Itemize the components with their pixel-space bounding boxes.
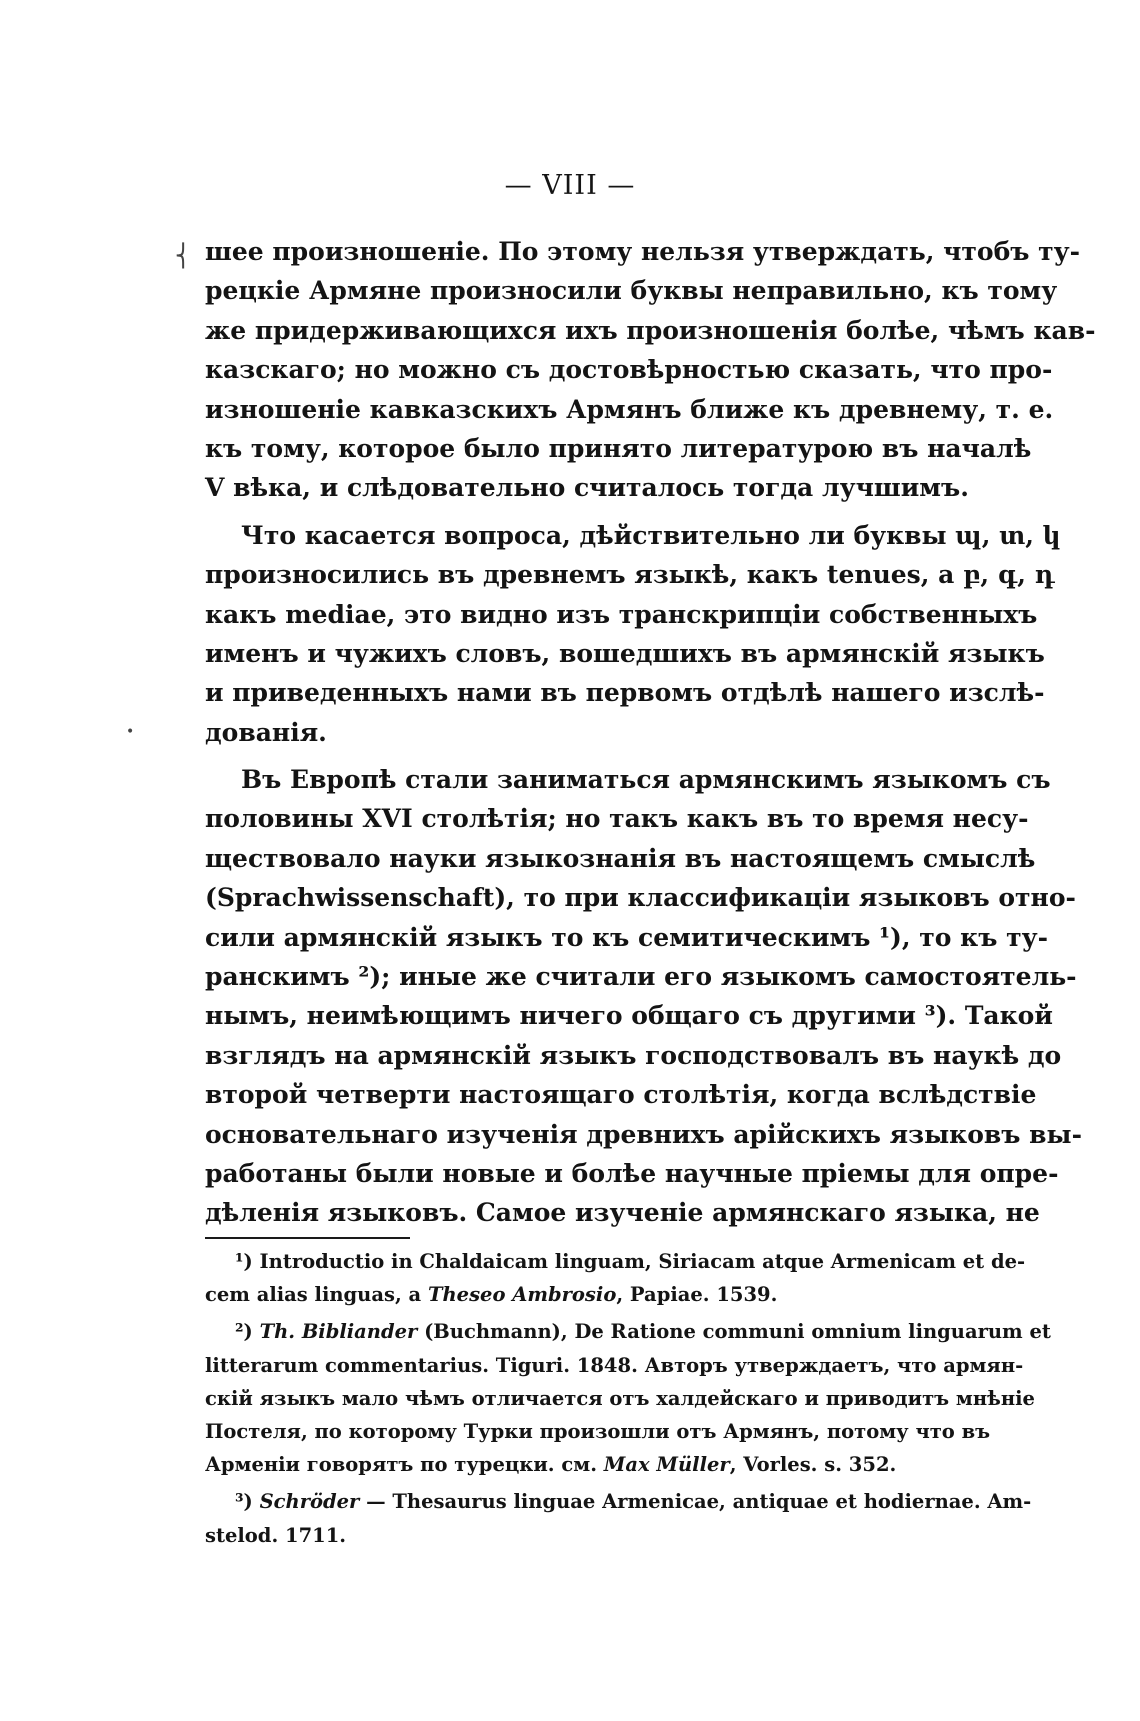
text-line: и приведенныхъ нами въ первомъ отдѣлѣ нашего изслѣ- <box>205 678 1045 708</box>
text-line: ществовало науки языкознанія въ настоящемъ смыслѣ <box>205 843 1036 873</box>
margin-dot-mark: • <box>126 724 135 740</box>
footnote-3 <box>205 1485 1032 1551</box>
text-line: половины XVI столѣтія; но такъ какъ въ то время несу- <box>205 804 1029 834</box>
text-line: взглядъ на армянскій языкъ господствовалъ въ наукѣ до <box>205 1040 1062 1070</box>
footnote-author: Theseo Ambrosio <box>427 1283 617 1307</box>
text-line: V вѣка, и слѣдовательно считалось тогда лучшимъ. <box>205 473 969 503</box>
footnote-divider <box>205 1237 410 1239</box>
footnote-author: Th. Bibliander <box>259 1320 418 1344</box>
text-line: Что касается вопроса, дѣйствительно ли буквы պ, տ, կ <box>241 520 1061 550</box>
text-line: нымъ, неимѣющимъ ничего общаго съ другими ³). Такой <box>205 1001 1053 1031</box>
text-line: работаны были новые и болѣе научные пріемы для опре- <box>205 1158 1059 1188</box>
text-line: второй четверти настоящаго столѣтія, когда вслѣдствіе <box>205 1080 1037 1110</box>
footnote-line: ²) Th. Bibliander (Buchmann), De Ratione communi omnium linguarum et <box>235 1320 1051 1344</box>
footnote-line: ³) Schröder — Thesaurus linguae Armenicae, antiquae et hodiernae. Am- <box>235 1490 1032 1514</box>
text-line: ранскимъ ²); иные же считали его языкомъ самостоятель- <box>205 962 1077 992</box>
footnotes <box>205 1245 1051 1552</box>
text-line: произносились въ древнемъ языкѣ, какъ tenues, а բ, գ, դ <box>205 560 1055 590</box>
text-line: Въ Европѣ стали заниматься армянскимъ языкомъ съ <box>241 765 1051 795</box>
footnote-line: Арменіи говорятъ по турецки. см. Max Müller, Vorles. s. 352. <box>205 1453 897 1477</box>
text-line: казскаго; но можно съ достовѣрностью сказать, что про- <box>205 355 1053 385</box>
text-line: дѣленія языковъ. Самое изученіе армянскаго языка, не <box>205 1198 1040 1228</box>
footnote-line: litterarum commentarius. Tiguri. 1848. Авторъ утверждаетъ, что армян- <box>205 1353 1024 1377</box>
footnote-line: Постеля, по которому Турки произошли отъ Армянъ, потому что въ <box>205 1419 991 1443</box>
text-line: шее произношеніе. По этому нельзя утверждать, чтобъ ту- <box>205 237 1081 266</box>
footnote-line: cem alias linguas, a Theseo Ambrosio, Papiae. 1539. <box>205 1283 778 1307</box>
paragraph-3 <box>205 760 1082 1233</box>
text-line: именъ и чужихъ словъ, вошедшихъ въ армянскій языкъ <box>205 638 1045 668</box>
text-line: основательнаго изученія древнихъ арійскихъ языковъ вы- <box>205 1119 1082 1149</box>
text-line: какъ mediae, это видно изъ транскрипціи собственныхъ <box>205 599 1038 629</box>
footnote-line: скій языкъ мало чѣмъ отличается отъ халдейскаго и приводитъ мнѣніе <box>205 1386 1035 1410</box>
footnote-author: Schröder <box>259 1490 360 1514</box>
text-line: рецкіе Армяне произносили буквы неправильно, къ тому <box>205 276 1058 306</box>
margin-bracket-mark: ⎨ <box>175 244 192 269</box>
page-number: — VIII — <box>504 170 636 201</box>
footnote-author: Max Müller <box>603 1453 730 1477</box>
footnote-line: ¹) Introductio in Chaldaicam linguam, Siriacam atque Armenicam et de- <box>235 1250 1026 1273</box>
text-line: къ тому, которое было принято литературою въ началѣ <box>205 433 1032 463</box>
paragraph-1 <box>205 232 1096 508</box>
text-line: (Sprachwissenschaft), то при классификаціи языковъ отно- <box>205 883 1076 913</box>
text-line: дованія. <box>205 717 327 747</box>
footnote-2 <box>205 1315 1051 1481</box>
text-line: сили армянскій языкъ то къ семитическимъ ¹), то къ ту- <box>205 922 1048 952</box>
paragraph-2 <box>205 516 1061 752</box>
main-text <box>205 232 1096 1233</box>
footnote-line: stelod. 1711. <box>205 1523 347 1547</box>
text-line: изношеніе кавказскихъ Армянъ ближе къ древнему, т. е. <box>205 394 1054 424</box>
text-line: же придерживающихся ихъ произношенія болѣе, чѣмъ кав- <box>205 315 1096 345</box>
footnote-1 <box>205 1245 1026 1311</box>
